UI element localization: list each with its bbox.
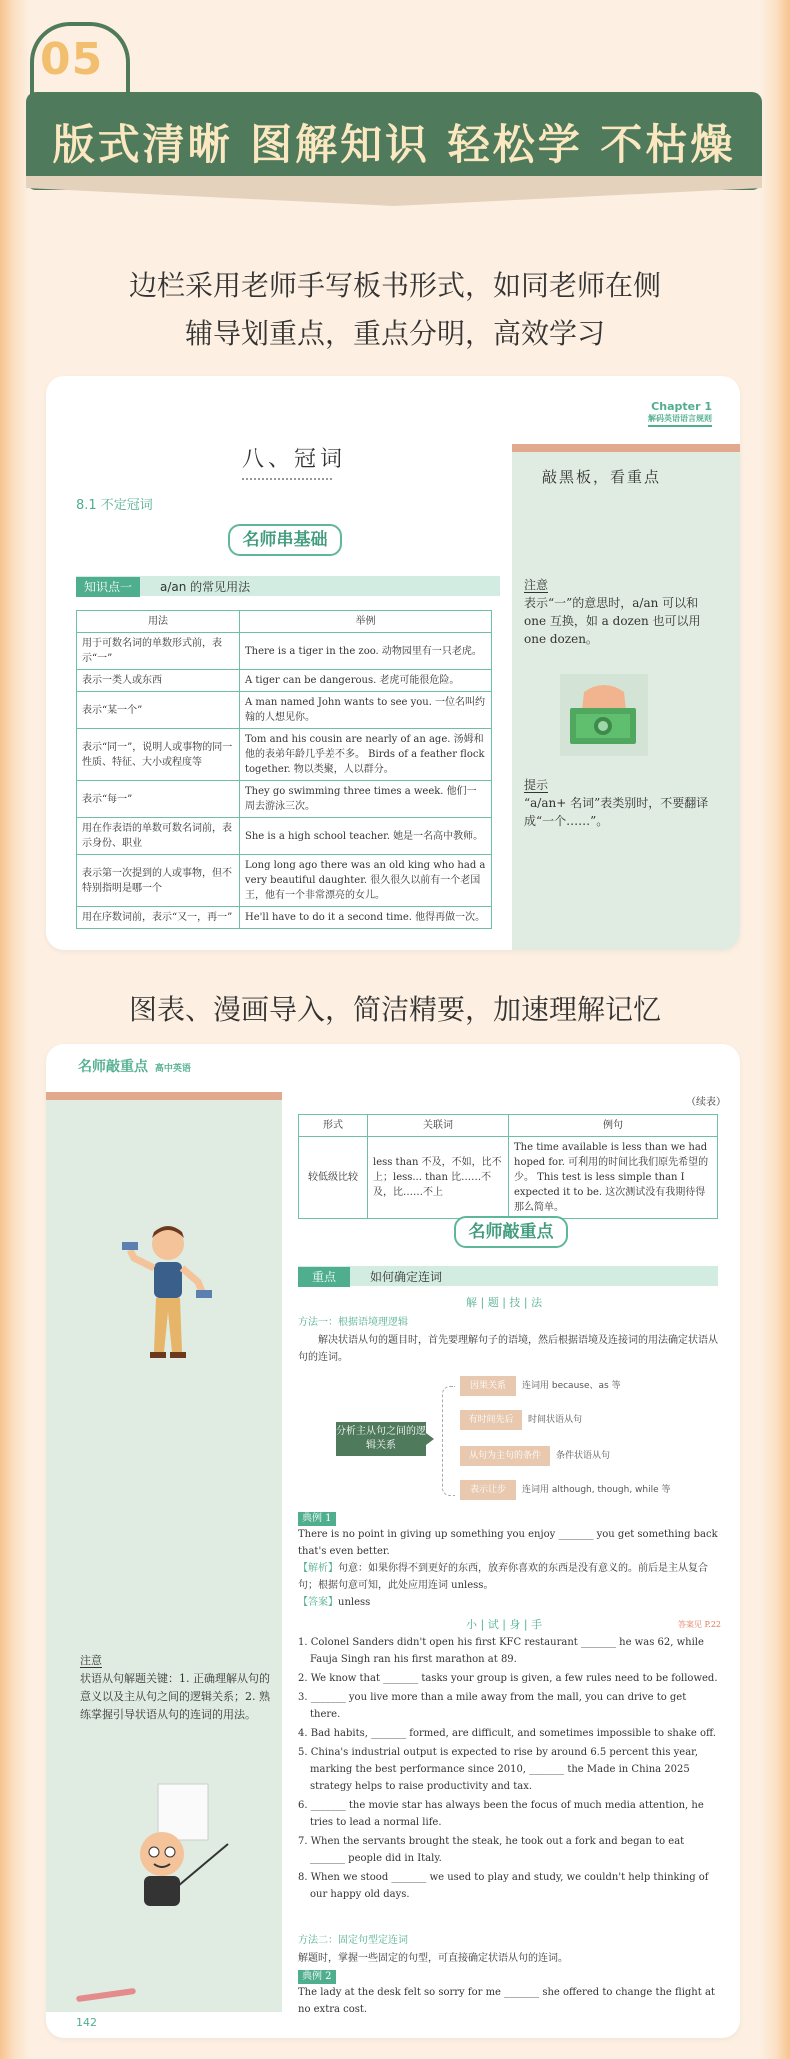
usage-cell: 用在作表语的单数可数名词前，表示身份、职业 (77, 818, 240, 855)
page1-card (46, 376, 740, 950)
section1-line1: 边栏采用老师手写板书形式，如同老师在侧 (128, 269, 661, 302)
method1: 方法一：根据语境理逻辑 (298, 1317, 408, 1328)
basics-tag: 名师串基础 (228, 524, 342, 556)
knowledge-label: 知识点一 (76, 577, 140, 597)
exercise-item: 3. _______ you live more than a mile away from the mall, you can drive to get there. (298, 1692, 687, 1720)
key-bar (298, 1266, 718, 1286)
usage-cell: 表示“同一”，说明人或事物的同一性质、特征、大小或程度等 (77, 729, 240, 781)
table-row (77, 818, 492, 855)
example-cell: A man named John wants to see you. 一位名叫约翰的人想见你。 (240, 692, 492, 729)
method-head: 解 | 题 | 技 | 法 (466, 1296, 543, 1309)
subsection-title: 8.1 不定冠词 (76, 498, 153, 513)
knowledge-title: a/an 的常见用法 (160, 580, 251, 594)
analysis (298, 1560, 718, 1594)
example1-text: There is no point in giving up something you enjoy _______ you get something back that's even better. (298, 1529, 718, 1557)
section1-line2: 辅导划重点，重点分明，高效学习 (184, 317, 605, 350)
example2-label: 典例 2 (298, 1970, 336, 1984)
title-underline (242, 474, 332, 480)
page2-card (46, 1044, 740, 2038)
table-row (77, 692, 492, 729)
page-number: 142 (76, 2016, 97, 2029)
usage-cell: 用在序数词前，表示“又一，再一” (77, 907, 240, 929)
answer-label: 【答案】 (298, 1597, 338, 1608)
exercise-item: 8. When we stood _______ we used to play and study, we couldn't help thinking of our happy old days. (298, 1872, 709, 1900)
diagram-note: 条件状语从句 (556, 1451, 611, 1461)
analysis-label: 【解析】 (298, 1563, 338, 1574)
side-note-label: 注意 (80, 1654, 102, 1667)
usage-header: 用法 (77, 611, 240, 633)
method2-text: 解题时，掌握一些固定的句型，可直接确定状语从句的连词。 (298, 1953, 568, 1964)
usage-cell: 表示第一次提到的人或事物，但不特别指明是哪一个 (77, 855, 240, 907)
answer-text: unless (338, 1597, 371, 1608)
example-cell: There is a tiger in the zoo. 动物园里有一只老虎。 (240, 633, 492, 670)
diagram-note: 连词用 although, though, while 等 (522, 1485, 671, 1495)
table-row (77, 855, 492, 907)
continued-label: （续表） (686, 1097, 726, 1108)
exercise-item: 4. Bad habits, _______ formed, are difficult, and sometimes impossible to shake off. (298, 1728, 716, 1739)
exercise-list (298, 1634, 718, 1905)
key-points-tag: 名师敲重点 (454, 1216, 568, 1248)
example2-text: The lady at the desk felt so sorry for me _______ she offered to change the flight at no extra cost. (298, 1987, 715, 2015)
method2: 方法二：固定句型定连词 (298, 1935, 408, 1946)
example-cell: They go swimming three times a week. 他们一周去游泳三次。 (240, 781, 492, 818)
chapter-label: Chapter 1 (651, 400, 712, 413)
boy-lifting-dumbbells-icon (118, 1222, 218, 1372)
comparison-table (298, 1114, 718, 1219)
usage-cell: 用于可数名词的单数形式前，表示“一” (77, 633, 240, 670)
diagram-box: 表示让步 (460, 1480, 516, 1500)
banner-title: 版式清晰 图解知识 轻松学 不枯燥 (52, 120, 736, 169)
usage-table (76, 610, 492, 929)
key-label: 重点 (298, 1267, 350, 1287)
section2-line1: 图表、漫画导入，简洁精要，加速理解记忆 (128, 993, 661, 1026)
conjunction-header: 关联词 (368, 1115, 509, 1137)
chapter-header (648, 400, 712, 427)
conjunction-cell: less than 不及，不如，比不上；less... than 比……不及，比……不上 (368, 1137, 509, 1219)
form-header: 形式 (299, 1115, 368, 1137)
exercise-item: 6. _______ the movie star has always been the focus of much media attention, he tries to lead a normal life. (298, 1800, 704, 1828)
hand-with-banknote-icon (554, 670, 654, 760)
blackboard-sidebar-2 (46, 1092, 282, 2012)
example1-label: 典例 1 (298, 1512, 336, 1526)
diagram-box: 从句为主句的条件 (460, 1446, 550, 1466)
method1-text: 解决状语从句的题目时，首先要理解句子的语境，然后根据语境及连接词的用法确定状语从句的连词。 (298, 1335, 718, 1363)
example-cell: Long long ago there was an old king who had a very beautiful daughter. 很久很久以前有一个老国王，他有一个非常漂亮的女儿。 (240, 855, 492, 907)
usage-cell: 表示“某一个” (77, 692, 240, 729)
diagram-note: 时间状语从句 (528, 1415, 583, 1425)
brand (78, 1056, 191, 1076)
example-cell: She is a high school teacher. 她是一名高中教师。 (240, 818, 492, 855)
brand-name: 名师敲重点 (78, 1059, 148, 1075)
banner-number: 05 (40, 34, 104, 85)
usage-cell: 表示一类人或东西 (77, 670, 240, 692)
note-2-label: 提示 (524, 778, 549, 792)
key-title: 如何确定连词 (370, 1270, 443, 1284)
table-row (77, 781, 492, 818)
exercise-item: 7. When the servants brought the steak, he took out a fork and began to eat _______ people did in Italy. (298, 1836, 685, 1864)
example-header: 举例 (240, 611, 492, 633)
note-1-text: 表示“一”的意思时，a/an 可以和 one 互换，如 a dozen 也可以用 one dozen。 (524, 596, 701, 646)
diagram-root: 分析主从句之间的逻辑关系 (336, 1422, 426, 1456)
sentence-cell: The time available is less than we had hoped for. 可利用的时间比我们原先希望的少。 This test is less simple than I expected it to be. 这次测试没有我期待得那么简单。 (509, 1137, 718, 1219)
page1-title: 八、冠词 (242, 447, 347, 472)
example-cell: Tom and his cousin are nearly of an age. 汤姆和他的表弟年龄几乎差不多。 Birds of a feather flock together. 物以类聚，人以群分。 (240, 729, 492, 781)
sidebar-top-strip (512, 444, 740, 452)
side-note-text: 状语从句解题关键：1. 正确理解从句的意义以及主从句之间的逻辑关系；2. 熟练掌握引导状语从句的连词的用法。 (80, 1672, 270, 1721)
exercise-item: 5. China's industrial output is expected to rise by around 6.5 percent this year, marking the best performance since 2010, _______ the Made in China 2025 strategy helps to raise productivity and tax. (298, 1747, 699, 1792)
blackboard-sidebar (512, 444, 740, 950)
exercise-item: 1. Colonel Sanders didn't open his first KFC restaurant _______ he was 62, while Fauja Singh ran his first marathon at 89. (298, 1637, 704, 1665)
note-1-label: 注意 (524, 578, 549, 592)
table-row (77, 633, 492, 670)
teacher-with-pointer-icon (128, 1782, 238, 1912)
example2-label-row (298, 1968, 336, 1985)
diagram-note: 连词用 because、as 等 (522, 1381, 621, 1391)
answer (298, 1594, 370, 1611)
table-row (77, 907, 492, 929)
exercise-item: 2. We know that _______ tasks your group is given, a few rules need to be followed. (298, 1673, 718, 1684)
usage-cell: 表示“每一” (77, 781, 240, 818)
try-head: 小 | 试 | 身 | 手 (466, 1618, 543, 1631)
chapter-sub: 解码英语语言规则 (648, 413, 712, 427)
analysis-text: 句意：如果你得不到更好的东西，放弃你喜欢的东西是没有意义的。前后是主从复合句；根据句意可知，此处应用连词 unless。 (298, 1563, 708, 1591)
chalk-icon (76, 1988, 136, 2002)
table-row (77, 729, 492, 781)
table-row (77, 670, 492, 692)
note-1 (524, 576, 724, 648)
example-cell: A tiger can be dangerous. 老虎可能很危险。 (240, 670, 492, 692)
diagram-bracket (442, 1386, 455, 1496)
example1-label-row (298, 1510, 336, 1527)
diagram-box: 有时间先后 (460, 1410, 522, 1430)
sidebar2-top-strip (46, 1092, 282, 1100)
diagram-box: 因果关系 (460, 1376, 516, 1396)
side-note (80, 1652, 270, 1724)
note-2-text: “a/an+ 名词”表类别时，不要翻译成“一个……”。 (524, 796, 709, 828)
knowledge-bar (76, 576, 500, 596)
sentence-header: 例句 (509, 1115, 718, 1137)
note-2 (524, 776, 724, 830)
try-ref: 答案见 P.22 (678, 1620, 722, 1629)
diagram-arrow (426, 1433, 434, 1445)
form-cell: 较低级比较 (299, 1137, 368, 1219)
sidebar-title: 敲黑板，看重点 (542, 468, 662, 486)
example-cell: He'll have to do it a second time. 他得再做一次。 (240, 907, 492, 929)
brand-sub: 高中英语 (154, 1064, 191, 1074)
